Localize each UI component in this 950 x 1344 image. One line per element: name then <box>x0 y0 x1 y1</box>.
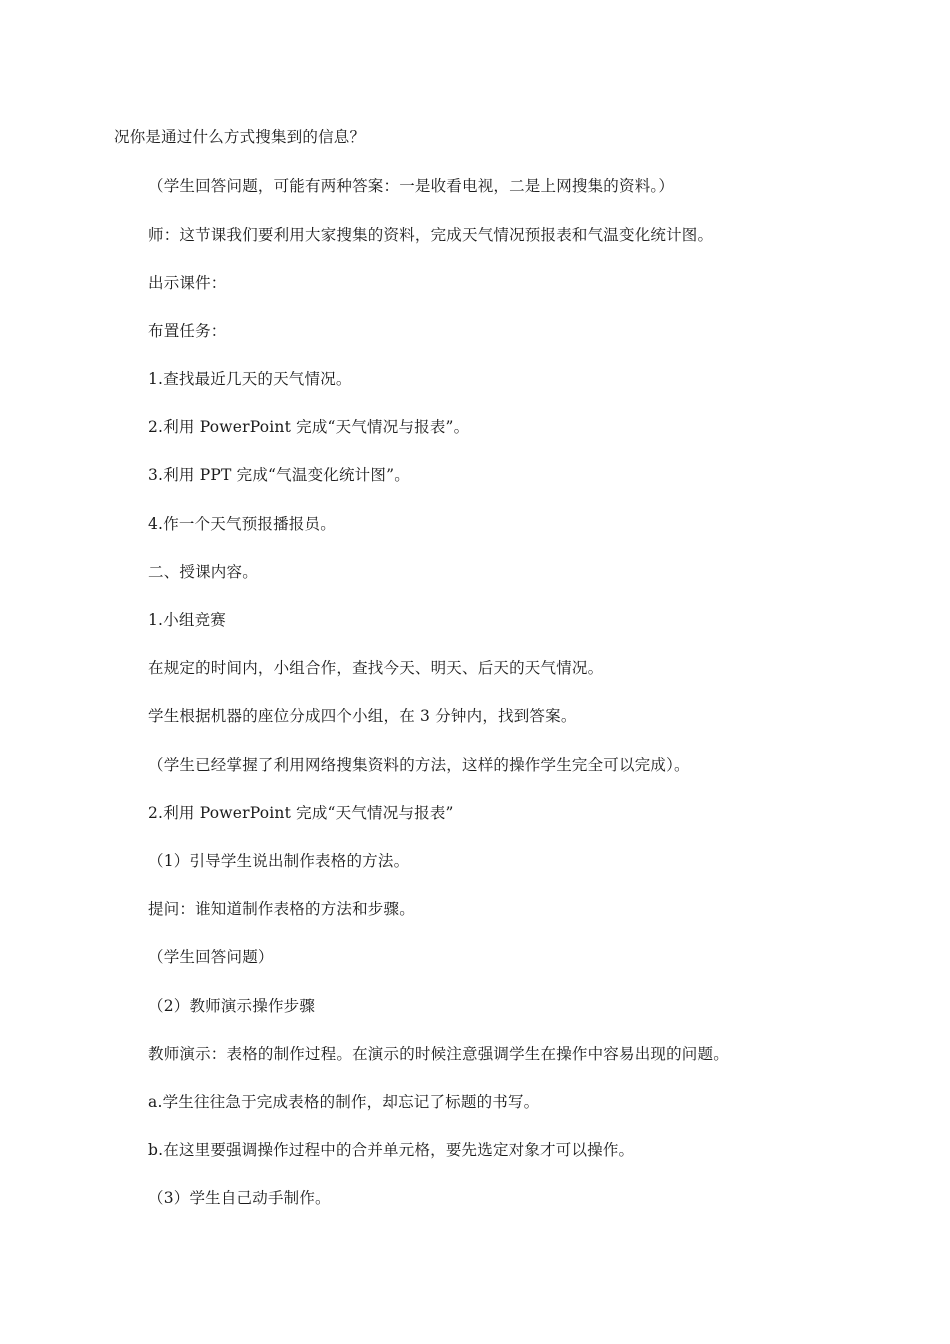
text-line-21: a.学生往往急于完成表格的制作，却忘记了标题的书写。 <box>148 1093 540 1111</box>
text-line-22: b.在这里要强调操作过程中的合并单元格，要先选定对象才可以操作。 <box>148 1141 635 1159</box>
text-line-8: 3.利用 PPT 完成“气温变化统计图”。 <box>148 466 410 484</box>
text-line-13: 学生根据机器的座位分成四个小组，在 3 分钟内，找到答案。 <box>148 707 577 725</box>
text-line-14: （学生已经掌握了利用网络搜集资料的方法，这样的操作学生完全可以完成）。 <box>148 756 690 774</box>
text-line-4: 出示课件： <box>148 274 227 292</box>
text-line-15: 2.利用 PowerPoint 完成“天气情况与报表” <box>148 804 454 822</box>
text-line-9: 4.作一个天气预报播报员。 <box>148 515 336 533</box>
text-line-7: 2.利用 PowerPoint 完成“天气情况与报表”。 <box>148 418 470 436</box>
text-line-10: 二、授课内容。 <box>148 563 258 581</box>
text-line-3: 师：这节课我们要利用大家搜集的资料，完成天气情况预报表和气温变化统计图。 <box>148 226 714 244</box>
text-line-11: 1.小组竞赛 <box>148 611 226 629</box>
text-line-19: （2）教师演示操作步骤 <box>148 997 316 1015</box>
text-line-1: 况你是通过什么方式搜集到的信息？ <box>114 128 366 146</box>
text-line-23: （3）学生自己动手制作。 <box>148 1189 331 1207</box>
text-line-5: 布置任务： <box>148 322 227 340</box>
text-line-18: （学生回答问题） <box>148 948 274 966</box>
text-line-16: （1）引导学生说出制作表格的方法。 <box>148 852 410 870</box>
text-line-12: 在规定的时间内，小组合作，查找今天、明天、后天的天气情况。 <box>148 659 604 677</box>
text-line-17: 提问：谁知道制作表格的方法和步骤。 <box>148 900 415 918</box>
text-line-6: 1.查找最近几天的天气情况。 <box>148 370 352 388</box>
text-line-2: （学生回答问题，可能有两种答案：一是收看电视，二是上网搜集的资料。） <box>148 177 675 195</box>
text-line-20: 教师演示：表格的制作过程。在演示的时候注意强调学生在操作中容易出现的问题。 <box>148 1045 729 1063</box>
